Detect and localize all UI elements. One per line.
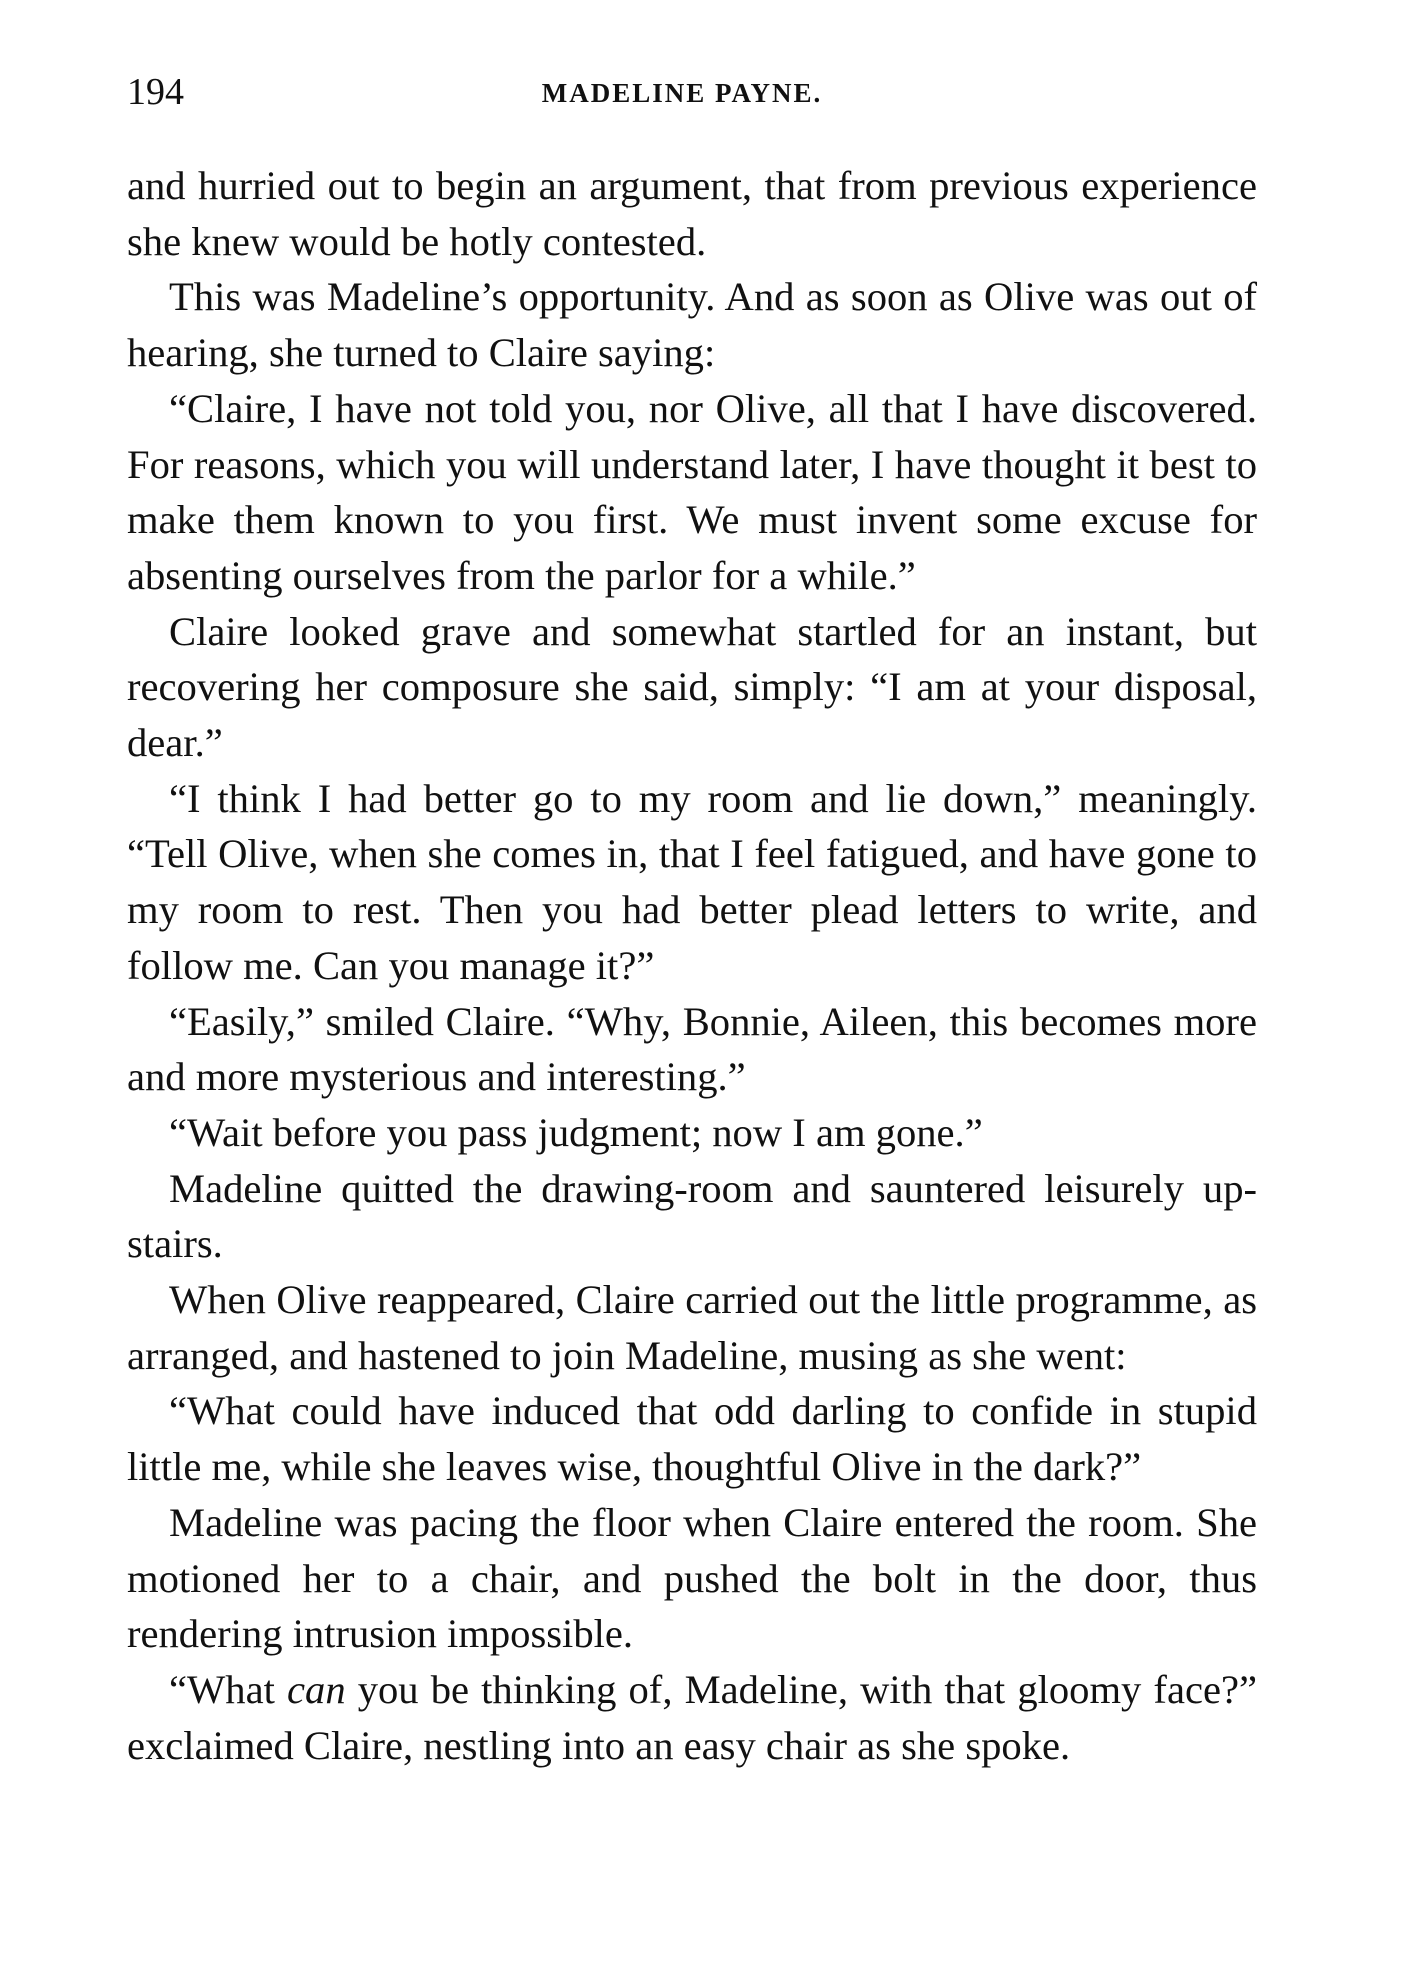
running-title: MADELINE PAYNE. [541, 78, 823, 108]
paragraph: Claire looked grave and somewhat startled for an instant, but recovering her composure she said, simply: “I am at your disposal, dear.” [127, 608, 1257, 766]
paragraph: When Olive reappeared, Claire carried out the little programme, as arranged, and hastened to join Madeline, musing as she went: [127, 1277, 1257, 1378]
page-header [127, 62, 1257, 122]
paragraph: “What could have induced that odd darling to confide in stupid little me, while she leaves wise, thoughtful Olive in the dark?” [127, 1388, 1257, 1490]
paragraph: Madeline was pacing the floor when Claire entered the room. She motioned her to a chair, and pushed the bolt in the door, thus rendering intrusion impossible. [127, 1499, 1257, 1657]
paragraph: “Easily,” smiled Claire. “Why, Bonnie, Aileen, this becomes more and more mysterious and interesting.” [127, 998, 1257, 1100]
paragraph: “I think I had better go to my room and lie down,” meaningly. “Tell Olive, when she comes in, that I feel fatigued, and have gone to my room to rest. Then you had better plead letters to write, and follow me. Can you manage it?” [127, 775, 1257, 988]
text-run: you be thinking of, Madeline, with that gloomy face?” exclaimed Claire, nestling into an easy chair as she spoke. [127, 1666, 1257, 1768]
paragraph: “Wait before you pass judgment; now I am gone.” [169, 1109, 983, 1155]
body-text [127, 158, 1257, 1773]
emphasis-word: can [287, 1666, 346, 1712]
page-number: 194 [127, 71, 184, 113]
text-run: “What [169, 1666, 288, 1712]
paragraph: “Claire, I have not told you, nor Olive, all that I have discovered. For reasons, which you will understand later, I have thought it best to make them known to you first. We must invent some excuse for absenting ourselves from the parlor for a while.” [127, 385, 1257, 598]
paragraph: Madeline quitted the drawing-room and sauntered leisurely up-stairs. [127, 1165, 1257, 1267]
paragraph: and hurried out to begin an argument, that from previous experience she knew would be hotly contested. [127, 163, 1257, 264]
paragraph: This was Madeline’s opportunity. And as soon as Olive was out of hearing, she turned to Claire saying: [127, 274, 1257, 376]
paragraph-last [127, 1662, 1257, 1773]
